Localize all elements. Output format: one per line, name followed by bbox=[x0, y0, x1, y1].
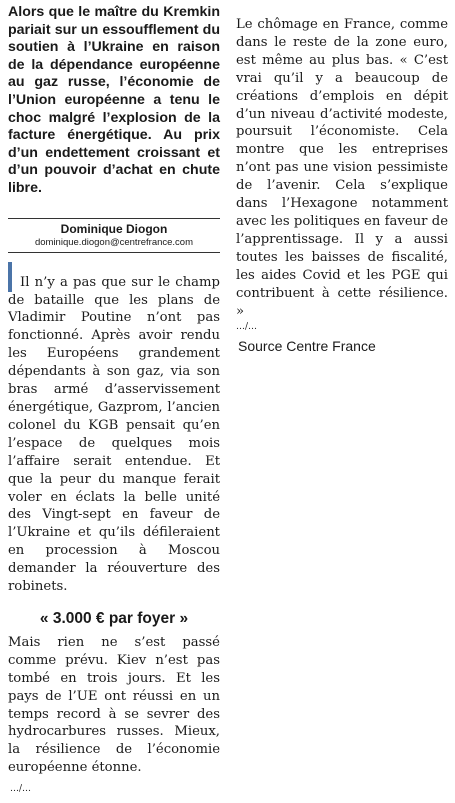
intertitle: « 3.000 € par foyer » bbox=[39, 609, 189, 627]
author-name: Dominique Diogon bbox=[60, 221, 168, 236]
article-lead: Alors que le maître du Kremkin pariait sur un essoufflement du soutien à l’Ukraine en raison de la dépendance européenne au gaz russe, l’économie de l’Union européenne a tenu le choc malgré l’explosion de la facture énergétique. Au prix d’un endettement croissant et d’un pouvoir d’achat en chute libre. bbox=[8, 4, 220, 196]
body-paragraph: Le chômage en France, comme dans le reste de la zone euro, est même au plus bas. « C’est vrai qu’il y a beaucoup de créations d’emplois en dépit d’un niveau d’activité modeste, poursuit l’économiste. Cela montre que les entreprises n’ont pas une vision pessimiste de l’avenir. Cela s’explique dans l’Hexagone notamment avec les politiques en faveur de l’apprentissage. Il y a aussi toutes les baisses de fiscalité, les aides Covid et les PGE qui contribuent à cette résilience. » bbox=[236, 17, 448, 319]
continuation-mark: …/… bbox=[236, 322, 258, 333]
continuation-mark: …/… bbox=[10, 784, 32, 794]
divider bbox=[8, 252, 220, 253]
author-email: dominique.diogon@centrefrance.com bbox=[34, 236, 194, 248]
divider bbox=[8, 218, 220, 219]
body-paragraph: Mais rien ne s’est passé comme prévu. Kiev n’est pas tombé en trois jours. Et les pays de l’UE ont réussi en un temps record à se sevrer des hydrocarbures russes. Mieux, la résilience de l’économie européenne étonne. bbox=[8, 634, 220, 776]
source-credit: Source Centre France bbox=[238, 338, 376, 355]
body-paragraph: Il n’y a pas que sur le champ de bataille que les plans de Vladimir Poutine n’ont pas fonctionné. Après avoir rendu les Européens grandement dépendants à son gaz, via son bras armé d’asservissement énergétique, Gazprom, l’ancien colonel du KGB pensait qu’en l’espace de quelques mois l’affaire serait entendue. Et que la peur du manque ferait voler en éclats la belle unité des Vingt-sept en faveur de l’Ukraine et qu’ils défileraient en procession à Moscou demander la réouverture des robinets. bbox=[8, 262, 220, 596]
right-column bbox=[236, 16, 448, 354]
drop-bar bbox=[8, 262, 12, 292]
left-column bbox=[8, 4, 220, 777]
